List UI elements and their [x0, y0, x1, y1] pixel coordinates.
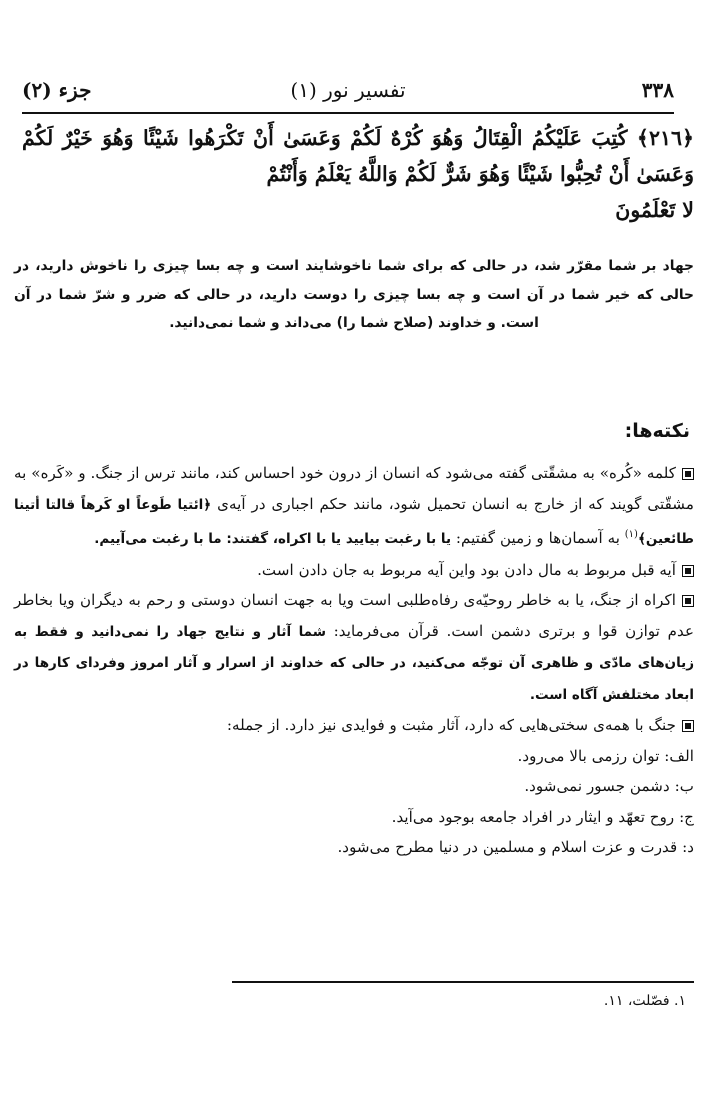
note-2: آيه قبل مربوط به مال دادن بود واين آيه مربوط به جان دادن است. [14, 555, 694, 586]
verse-last-line: لا تَعْلَمُونَ [615, 198, 694, 222]
square-bullet-icon [682, 468, 694, 480]
note-1: كلمه «كُره» به مشقّتى گفته مى‌شود كه انسان از درون خود احساس كند، مانند ترس از جنگ. و «كَره» به مشقّتى گويند كه از خارج به انسان تحميل شود، مانند حكم اجبارى در آيه‌ى ﴿ائتيا طَوعاً او كَرهاً قالتا أتينا طائعين﴾$^{(۱)}$ به آسمان‌ها و زمين گفتيم: يا با رغبت بياييد يا با اكراه، گفتند: ما با رغبت مى‌آييم. [14, 464, 694, 548]
square-bullet-icon [682, 720, 694, 732]
page-number: ۳۳۸ [641, 78, 674, 102]
quran-verse [22, 120, 694, 228]
part-label: جزء (۲) [22, 78, 92, 102]
footnote-ref: (۱) [624, 529, 638, 540]
list-item: د: قدرت و عزت اسلام و مسلمين در دنيا مطرح مى‌شود. [337, 838, 694, 857]
list-item: ب: دشمن جسور نمى‌شود. [524, 777, 694, 796]
quoted-verse: ﴿ائتيا طَوعاً او كَرهاً قالتا أتينا طائعين﴾ [14, 496, 694, 548]
verse-translation: جهاد بر شما مقرّر شد، در حالى كه براى شما ناخوشايند است و چه بسا چيزى را ناخوش داريد، در حالى كه خير شما در آن است و چه بسا چيزى را دوست داريد، در حالى كه ضرر و شرّ شما در آن است. و خداوند (صلاح شما را) مى‌داند و شما نمى‌دانيد. [14, 258, 694, 331]
square-bullet-icon [682, 565, 694, 577]
section-title: نکته‌ها: [624, 420, 690, 442]
page-header [22, 78, 674, 114]
square-bullet-icon [682, 595, 694, 607]
footnote-divider [232, 981, 694, 983]
notes-section [14, 458, 694, 863]
footnote: ۱. فصّلت، ۱۱. [603, 993, 686, 1009]
note-4: جنگ با همه‌ى سختى‌هايى كه دارد، آثار مثبت و فوايدى نيز دارد. از جمله: [14, 710, 694, 741]
list-item: ج: روح تعهّد و ايثار در افراد جامعه بوجود مى‌آيد. [391, 807, 694, 826]
list-item: الف: توان رزمى بالا مى‌رود. [517, 746, 694, 765]
book-title: تفسیر نور (۱) [290, 78, 406, 102]
verse-text: ﴿٢١٦﴾ كُتِبَ عَلَيْكُمُ الْقِتَالُ وَهُوَ كُرْهٌ لَكُمْ وَعَسَىٰ أَنْ تَكْرَهُوا شَيْئًا وَهُوَ خَيْرٌ لَكُمْ وَعَسَىٰ أَنْ تُحِبُّوا شَيْئًا وَهُوَ شَرٌّ لَكُمْ وَاللَّهُ يَعْلَمُ وَأَنْتُمْ [22, 126, 694, 186]
note-3: اكراه از جنگ، يا به خاطر روحيّه‌ى رفاه‌طلبى است ويا به جهت انسان دوستى و رحم به ديگران ويا بخاطر عدم توازن قوا و برترى دشمن است. قرآن مى‌فرمايد: شما آثار و نتايج جهاد را نمى‌دانيد و فقط به زيان‌هاى مادّى و ظاهرى آن توجّه مى‌كنيد، در حالى كه خداوند از اسرار و آثار امروز وفرداى كارها در ابعاد مختلفش آگاه است. [14, 591, 695, 703]
